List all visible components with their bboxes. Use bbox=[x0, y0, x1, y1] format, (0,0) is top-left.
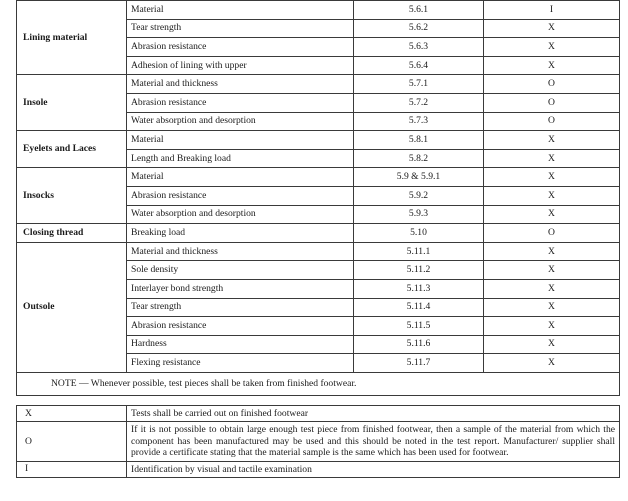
mark-cell: X bbox=[484, 38, 620, 57]
note-row bbox=[17, 372, 620, 395]
legend-description: Identification by visual and tactile examination bbox=[127, 461, 620, 477]
mark-cell: X bbox=[484, 186, 620, 205]
mark-cell: X bbox=[484, 279, 620, 298]
property-cell: Abrasion resistance bbox=[127, 186, 354, 205]
legend-symbol: X bbox=[17, 406, 127, 422]
mark-cell: X bbox=[484, 205, 620, 224]
clause-cell: 5.11.2 bbox=[354, 261, 484, 280]
legend-symbol: I bbox=[17, 461, 127, 477]
property-cell: Adhesion of lining with upper bbox=[127, 56, 354, 75]
clause-cell: 5.8.2 bbox=[354, 149, 484, 168]
table-row bbox=[17, 131, 620, 150]
legend-description: Tests shall be carried out on finished footwear bbox=[127, 406, 620, 422]
mark-cell: X bbox=[484, 317, 620, 336]
clause-cell: 5.9.2 bbox=[354, 186, 484, 205]
group-name: Insocks bbox=[17, 168, 127, 224]
mark-cell: X bbox=[484, 261, 620, 280]
property-cell: Flexing resistance bbox=[127, 354, 354, 373]
legend-row bbox=[17, 422, 620, 461]
clause-cell: 5.7.2 bbox=[354, 93, 484, 112]
property-cell: Material and thickness bbox=[127, 75, 354, 94]
property-cell: Material bbox=[127, 1, 354, 20]
clause-cell: 5.7.1 bbox=[354, 75, 484, 94]
table-row bbox=[17, 224, 620, 243]
clause-cell: 5.6.4 bbox=[354, 56, 484, 75]
group-name: Eyelets and Laces bbox=[17, 131, 127, 168]
mark-cell: X bbox=[484, 354, 620, 373]
clause-cell: 5.7.3 bbox=[354, 112, 484, 131]
clause-cell: 5.11.3 bbox=[354, 279, 484, 298]
property-cell: Water absorption and desorption bbox=[127, 205, 354, 224]
group-name: Insole bbox=[17, 75, 127, 131]
property-cell: Abrasion resistance bbox=[127, 317, 354, 336]
table-row bbox=[17, 168, 620, 187]
mark-cell: O bbox=[484, 112, 620, 131]
property-cell: Interlayer bond strength bbox=[127, 279, 354, 298]
group-name: Lining material bbox=[17, 1, 127, 75]
clause-cell: 5.9.3 bbox=[354, 205, 484, 224]
requirements-table bbox=[16, 0, 620, 396]
clause-cell: 5.8.1 bbox=[354, 131, 484, 150]
property-cell: Material bbox=[127, 168, 354, 187]
clause-cell: 5.11.5 bbox=[354, 317, 484, 336]
clause-cell: 5.10 bbox=[354, 224, 484, 243]
mark-cell: X bbox=[484, 131, 620, 150]
property-cell: Material and thickness bbox=[127, 242, 354, 261]
mark-cell: X bbox=[484, 242, 620, 261]
legend-table-body bbox=[17, 406, 620, 478]
legend-row bbox=[17, 406, 620, 422]
mark-cell: O bbox=[484, 93, 620, 112]
mark-cell: X bbox=[484, 335, 620, 354]
property-cell: Abrasion resistance bbox=[127, 38, 354, 57]
property-cell: Sole density bbox=[127, 261, 354, 280]
group-name: Closing thread bbox=[17, 224, 127, 243]
property-cell: Tear strength bbox=[127, 298, 354, 317]
note-text: NOTE — Whenever possible, test pieces shall be taken from finished footwear. bbox=[17, 372, 620, 395]
property-cell: Length and Breaking load bbox=[127, 149, 354, 168]
mark-cell: X bbox=[484, 298, 620, 317]
table-row bbox=[17, 75, 620, 94]
mark-cell: X bbox=[484, 56, 620, 75]
requirements-table-body bbox=[17, 1, 620, 396]
mark-cell: I bbox=[484, 1, 620, 20]
mark-cell: X bbox=[484, 149, 620, 168]
mark-cell: O bbox=[484, 75, 620, 94]
clause-cell: 5.11.4 bbox=[354, 298, 484, 317]
clause-cell: 5.6.2 bbox=[354, 19, 484, 38]
property-cell: Hardness bbox=[127, 335, 354, 354]
legend-description: If it is not possible to obtain large enough test piece from finished footwear, then a sample of the material from which the component has been manufactured may be used and this should be noted in the test report. Manufacturer/ supplier shall provide a certificate stating that the material sample is the same which has been used for footwear. bbox=[127, 422, 620, 461]
clause-cell: 5.11.6 bbox=[354, 335, 484, 354]
legend-symbol: O bbox=[17, 422, 127, 461]
clause-cell: 5.9 & 5.9.1 bbox=[354, 168, 484, 187]
clause-cell: 5.6.1 bbox=[354, 1, 484, 20]
table-row bbox=[17, 1, 620, 20]
clause-cell: 5.11.1 bbox=[354, 242, 484, 261]
mark-cell: X bbox=[484, 168, 620, 187]
property-cell: Abrasion resistance bbox=[127, 93, 354, 112]
property-cell: Tear strength bbox=[127, 19, 354, 38]
table-row bbox=[17, 242, 620, 261]
legend-row bbox=[17, 461, 620, 477]
property-cell: Material bbox=[127, 131, 354, 150]
legend-table bbox=[16, 405, 620, 478]
clause-cell: 5.11.7 bbox=[354, 354, 484, 373]
mark-cell: X bbox=[484, 19, 620, 38]
group-name: Outsole bbox=[17, 242, 127, 372]
mark-cell: O bbox=[484, 224, 620, 243]
clause-cell: 5.6.3 bbox=[354, 38, 484, 57]
property-cell: Water absorption and desorption bbox=[127, 112, 354, 131]
property-cell: Breaking load bbox=[127, 224, 354, 243]
